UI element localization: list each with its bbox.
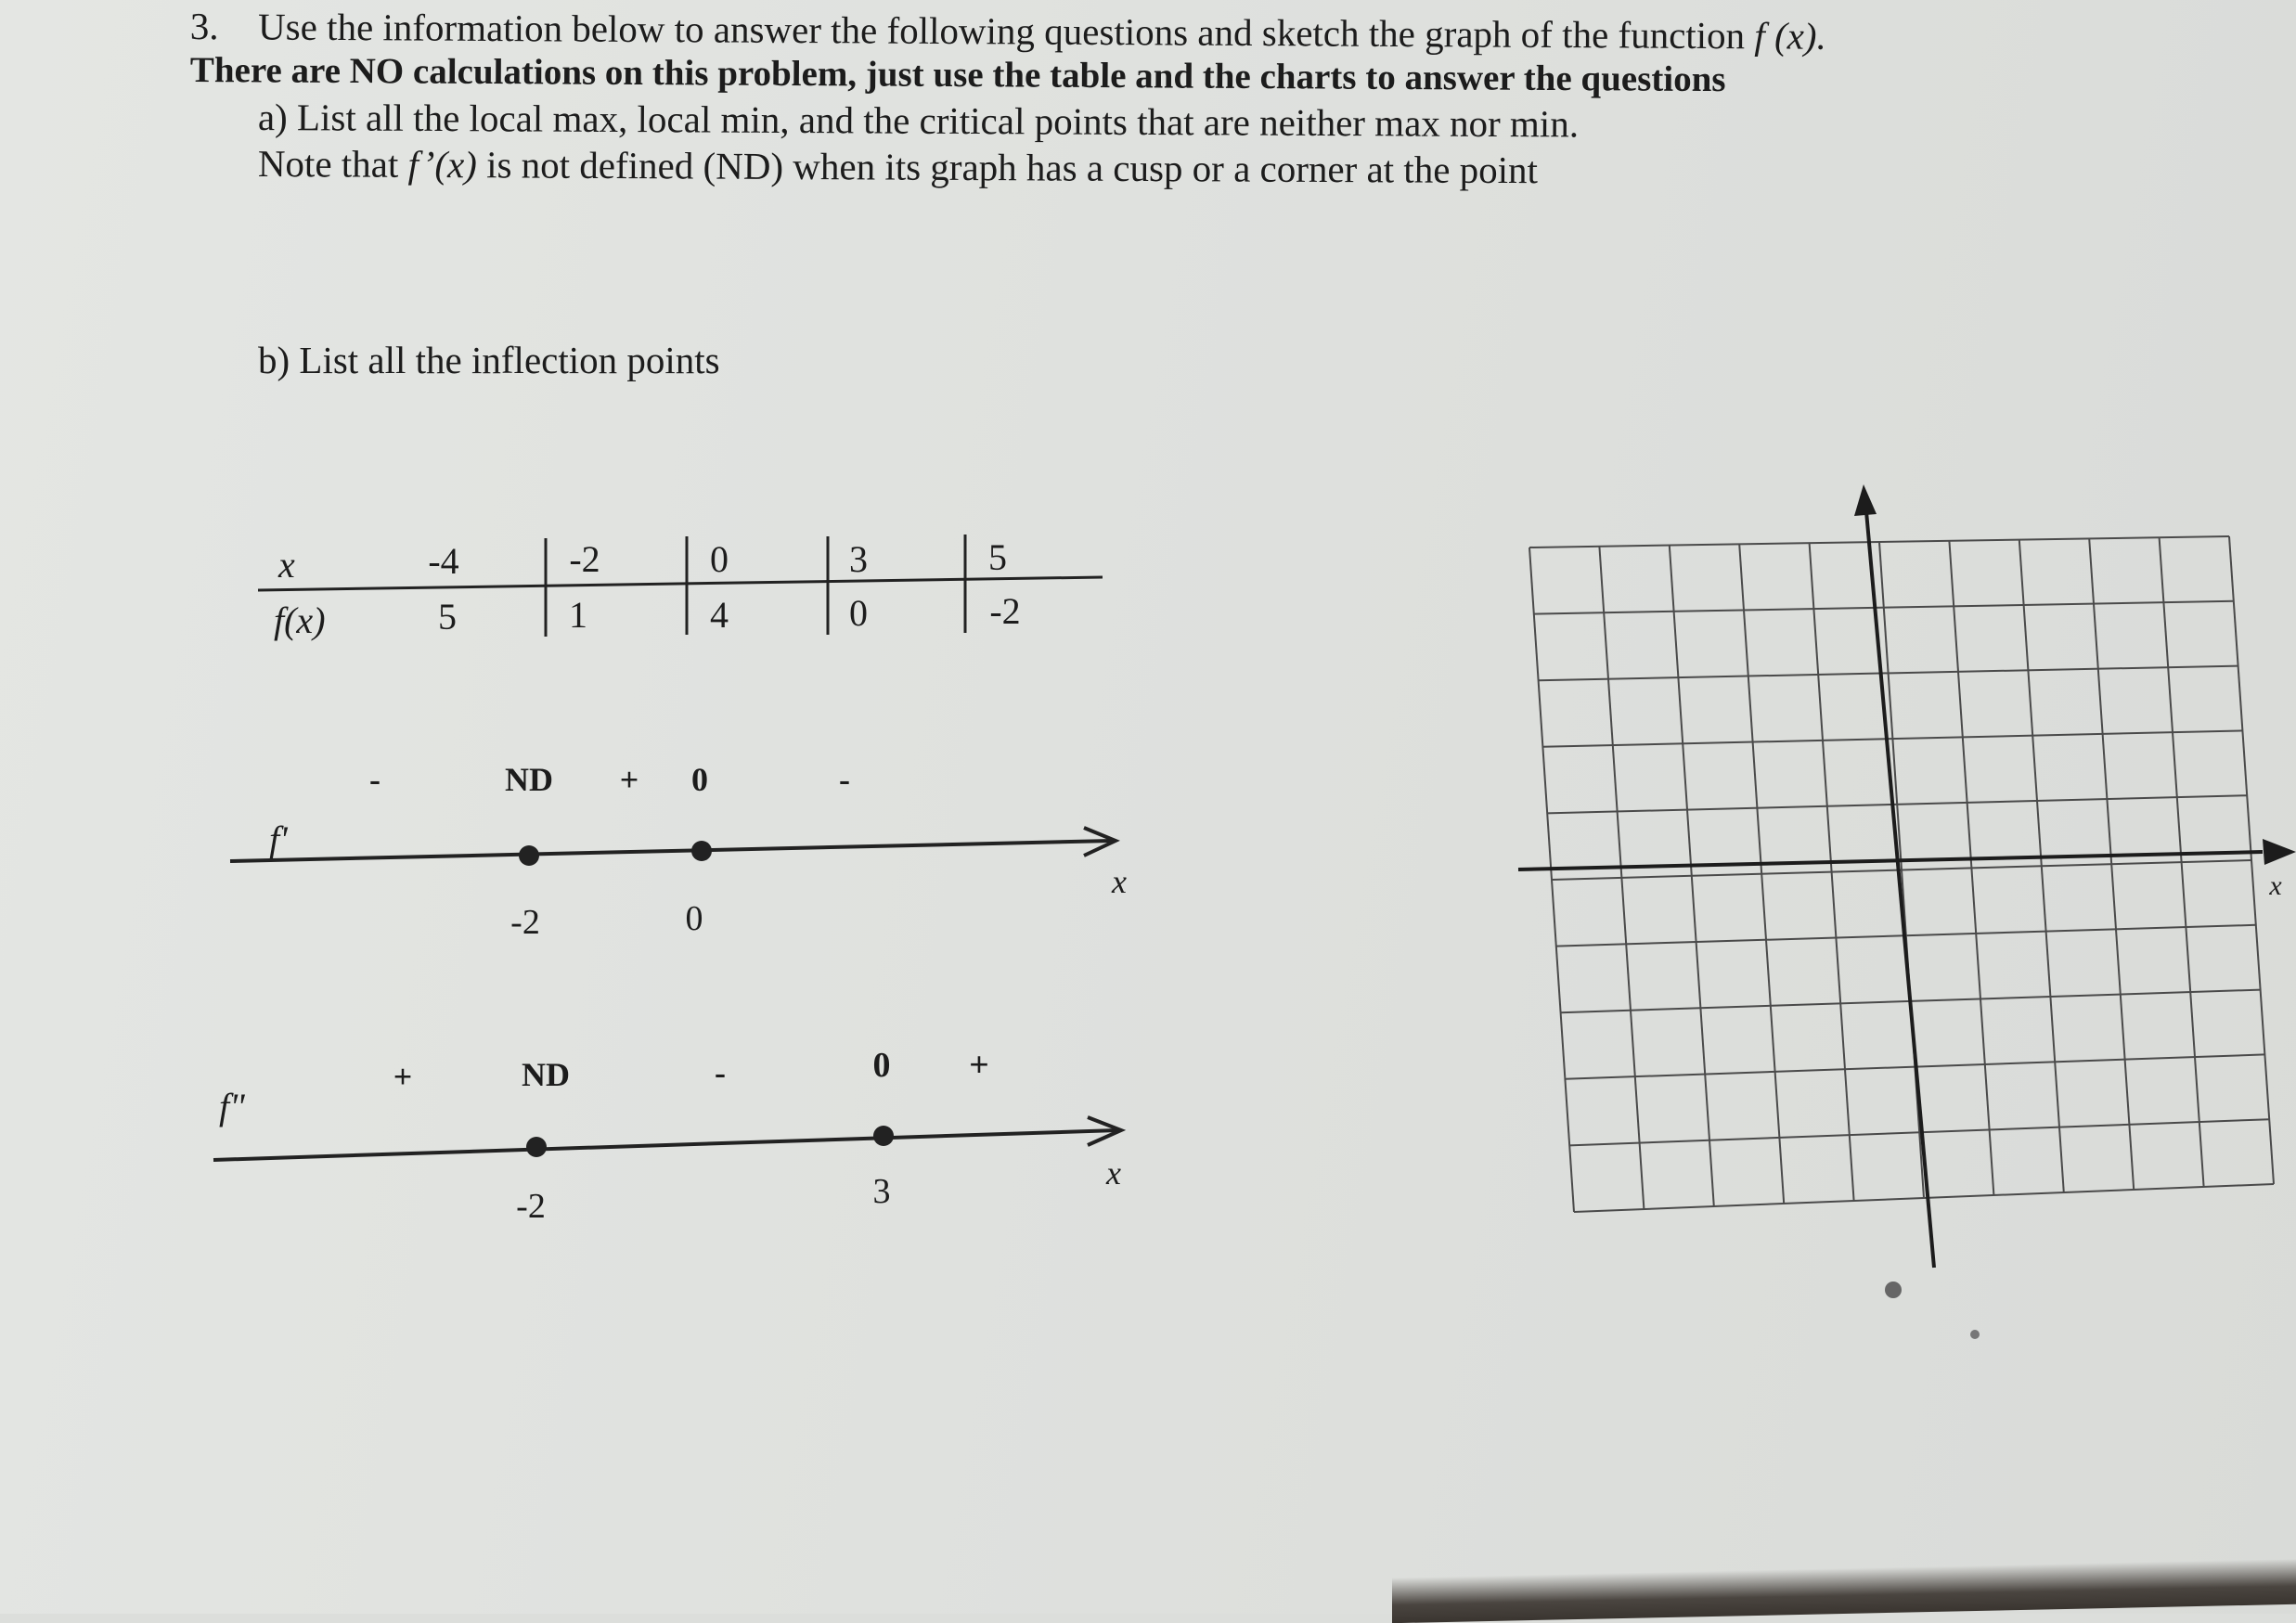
sign-label: - <box>715 1054 726 1091</box>
f-prime-label: f' <box>269 818 288 860</box>
table-header-fx: f(x) <box>274 599 326 641</box>
no-calculations-note: There are NO calculations on this problem, just use the table and the charts to answer the questions <box>189 50 1726 100</box>
critical-point-dot <box>519 845 539 866</box>
sign-label: - <box>369 761 381 798</box>
inflection-candidate-dot <box>873 1126 894 1146</box>
table-header-x: x <box>278 544 295 586</box>
table-x-value: 3 <box>849 538 868 580</box>
sign-label: 0 <box>691 761 708 798</box>
axis-label-x: x <box>1112 863 1127 900</box>
x-axis <box>1518 852 2263 869</box>
critical-point-dot <box>691 841 712 861</box>
grid-x-axis-label: x <box>2269 870 2282 901</box>
x-axis-arrowhead <box>2263 839 2296 865</box>
table-x-value: 5 <box>988 536 1007 578</box>
sign-label: 0 <box>872 1046 891 1085</box>
table-fx-value: 0 <box>849 592 868 634</box>
f-double-prime-number-line <box>213 1130 1117 1160</box>
part-b-text: b) List all the inflection points <box>258 339 720 381</box>
point-label: -2 <box>510 903 540 942</box>
point-label: 0 <box>685 899 703 938</box>
function-fx: f (x). <box>1754 14 1826 58</box>
table-fx-value: 1 <box>569 594 587 636</box>
first-derivative-chart <box>230 761 1127 942</box>
sign-label: ND <box>505 761 553 798</box>
table-x-value: -4 <box>428 540 459 582</box>
axis-label-x: x <box>1106 1154 1121 1191</box>
table-x-value: -2 <box>569 538 600 580</box>
table-x-value: 0 <box>710 538 729 580</box>
problem-instruction: Use the information below to answer the following questions and sketch the graph of the function <box>257 5 1755 58</box>
table-fx-value: 4 <box>710 594 729 636</box>
inflection-candidate-dot <box>526 1137 547 1157</box>
y-axis-arrowhead <box>1854 484 1877 516</box>
note-derivative: f’(x) <box>407 142 478 187</box>
second-derivative-chart <box>213 1046 1121 1226</box>
point-label: 3 <box>872 1172 891 1211</box>
point-label: -2 <box>516 1187 546 1226</box>
grid-lines <box>1529 536 2274 1212</box>
sign-label: - <box>839 761 850 798</box>
stray-mark <box>1970 1330 1980 1339</box>
problem-number: 3. <box>189 5 219 48</box>
note-suffix: is not defined (ND) when its graph has a cusp or a corner at the point <box>476 143 1539 192</box>
sign-label: ND <box>522 1056 570 1093</box>
table-fx-value: -2 <box>989 590 1021 632</box>
part-a-text: a) List all the local max, local min, and the critical points that are neither max nor min. <box>257 96 1580 146</box>
stray-mark <box>1885 1282 1902 1298</box>
note-prefix: Note that <box>257 142 408 186</box>
f-prime-number-line <box>230 841 1112 861</box>
coordinate-grid <box>1518 484 2296 1339</box>
sign-label: + <box>619 761 639 798</box>
table-header-rule <box>258 577 1103 590</box>
sign-label: + <box>393 1058 413 1095</box>
table-fx-value: 5 <box>438 596 457 638</box>
sign-label: + <box>969 1046 989 1085</box>
values-table <box>258 535 1103 641</box>
y-axis <box>1865 501 1934 1268</box>
f-double-prime-label: f" <box>219 1086 245 1127</box>
